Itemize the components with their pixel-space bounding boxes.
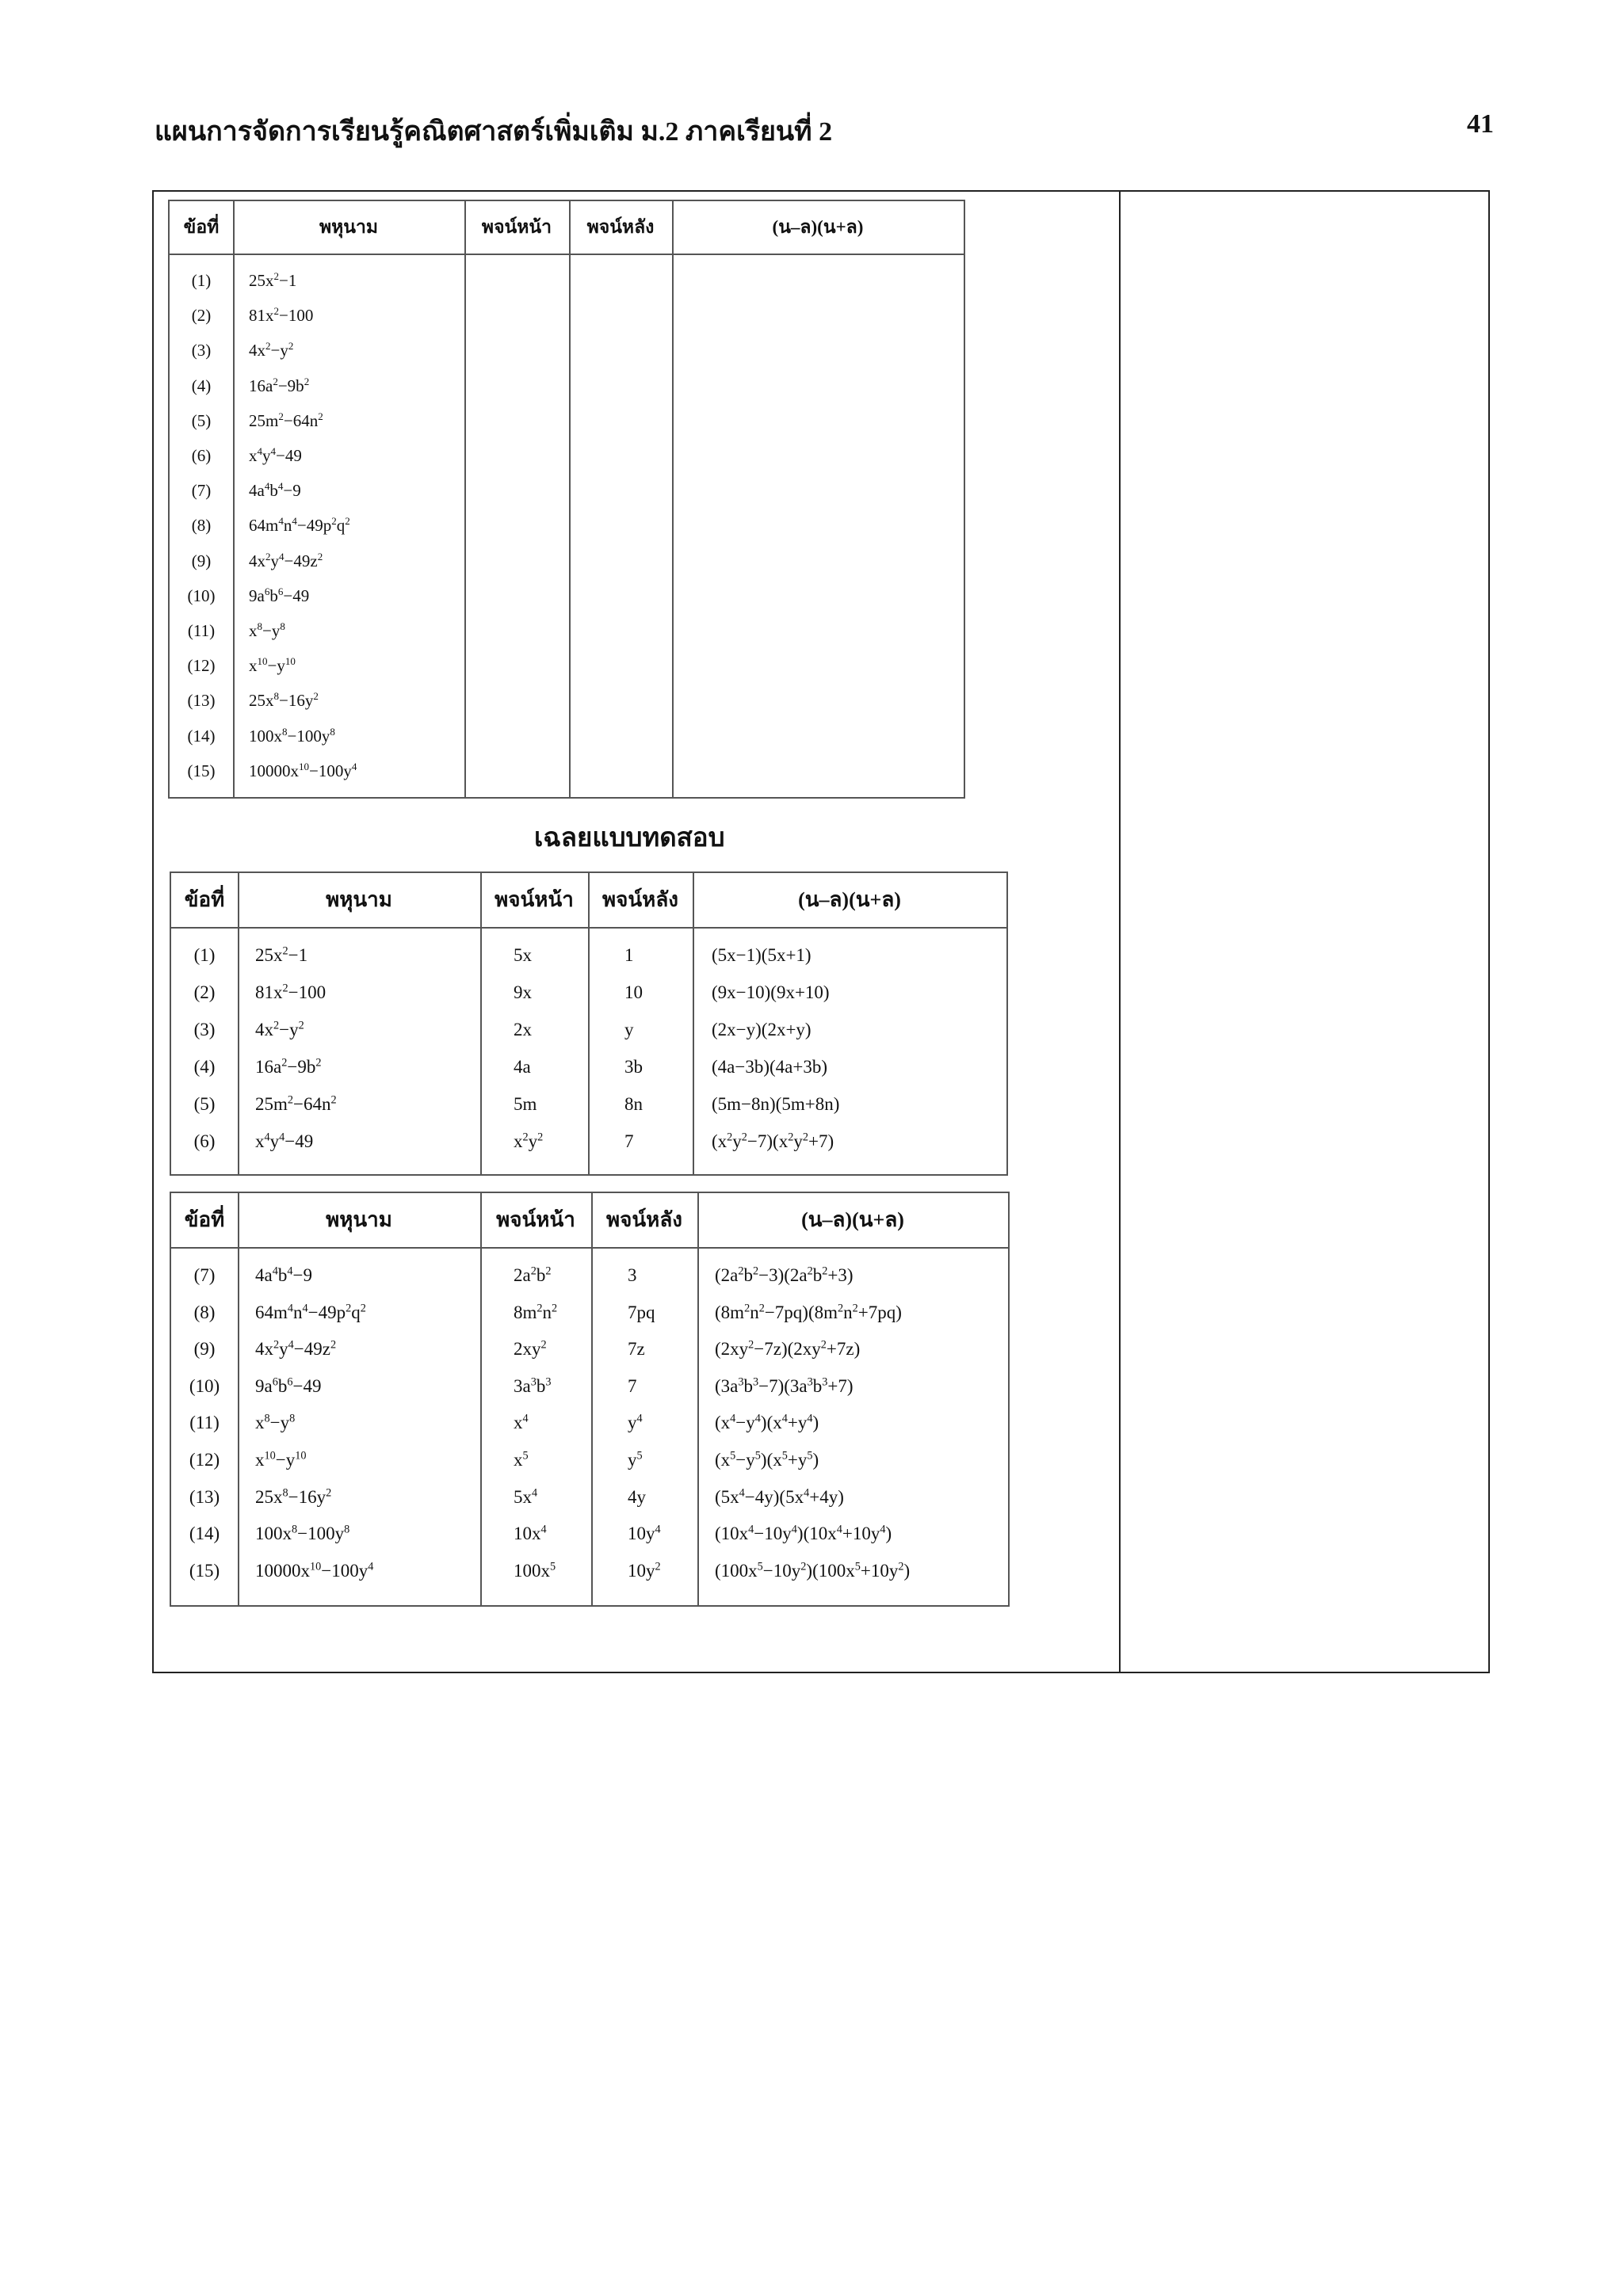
row-number: (7) [193,1265,216,1285]
row-number: (2) [191,306,212,326]
row-front-term: $2a^2b^2$ [514,1264,552,1285]
row-number: (8) [193,1302,216,1322]
row-number: (5) [193,1094,216,1114]
row-factored: (9x−10)(9x+10) [712,982,830,1002]
row-front-term: $3a^3b^3$ [514,1375,552,1396]
row-polynomial: $10000x^{10}-100y^4$ [255,1560,374,1581]
exercise-table [168,200,965,799]
row-back-term: 3b [624,1057,643,1077]
row-front-term: 9x [514,982,532,1002]
table-header [170,201,964,255]
row-back-term: $y^5$ [628,1449,643,1470]
table-header [171,1193,1008,1249]
row-polynomial: $x^4y^4-49$ [255,1131,314,1151]
table-row [170,299,964,331]
table-row [170,370,964,402]
row-number: (3) [191,341,212,360]
table-row [170,650,964,681]
row-factored: $(3a^3b^3-7)(3a^3b^3+7)$ [715,1375,854,1396]
row-front-term: 4a [514,1057,531,1077]
row-polynomial: $25x^8-16y^2$ [249,690,319,711]
col-header-front-term: พจน์หน้า [495,888,574,911]
row-polynomial: $4a^4b^4-9$ [255,1264,312,1285]
row-number: (12) [187,656,216,676]
row-factored: $(x^2y^2-7)(x^2y^2+7)$ [712,1131,834,1151]
row-number: (10) [187,585,216,605]
row-factored: $(x^5-y^5)(x^5+y^5)$ [715,1449,819,1470]
row-number: (15) [189,1560,220,1581]
table-row [170,405,964,437]
row-number: (6) [193,1131,216,1151]
row-front-term: $8m^2n^2$ [514,1301,558,1322]
col-header-polynomial: พหุนาม [326,1208,392,1231]
col-header-number: ข้อที่ [184,1208,225,1231]
answer-table-part2 [170,1192,1010,1607]
row-front-term: 5m [514,1094,537,1114]
row-factored: $(10x^4-10y^4)(10x^4+10y^4)$ [715,1523,892,1544]
row-factored: (4a−3b)(4a+3b) [712,1057,827,1077]
row-polynomial: $81x^2-100$ [249,305,314,326]
row-factored: (2x−y)(2x+y) [712,1020,812,1039]
row-number: (11) [189,1413,220,1433]
table-row [171,940,1006,971]
frame-divider [1119,192,1121,1672]
row-number: (9) [191,551,212,570]
row-front-term: $x^4$ [514,1412,529,1433]
row-number: (4) [191,376,212,395]
row-polynomial: $4x^2-y^2$ [255,1019,304,1039]
row-front-term: $x^5$ [514,1449,529,1470]
row-polynomial: $9a^6b^6-49$ [255,1375,322,1396]
row-number: (1) [191,271,212,290]
col-header-back-term: พจน์หลัง [602,888,678,911]
row-polynomial: $16a^2-9b^2$ [249,375,310,395]
answer-table-part1 [170,871,1008,1176]
page-header [155,109,1494,149]
table-row [171,1089,1006,1120]
col-header-factored: (น–ล)(น+ล) [798,888,901,911]
row-front-term: $x^2y^2$ [514,1131,544,1151]
row-polynomial: $x^{10}-y^{10}$ [255,1449,307,1470]
row-back-term: $y^4$ [628,1412,643,1433]
col-header-polynomial: พหุนาม [319,217,379,237]
table-row [171,1051,1006,1083]
row-polynomial: $100x^8-100y^8$ [255,1523,350,1544]
row-number: (1) [193,945,216,965]
table-row [170,755,964,787]
table-row [170,615,964,646]
row-number: (11) [187,621,216,640]
row-back-term: 7 [628,1375,637,1396]
row-factored: $(5x^4-4y)(5x^4+4y)$ [715,1486,844,1507]
col-header-factored: (น–ล)(น+ล) [801,1208,904,1231]
table-row [171,1126,1006,1158]
row-back-term: 3 [628,1265,637,1285]
row-number: (9) [193,1339,216,1360]
row-polynomial: $x^4y^4-49$ [249,445,302,465]
row-factored: (5m−8n)(5m+8n) [712,1094,840,1114]
col-header-number: ข้อที่ [183,217,220,237]
col-header-back-term: พจน์หลัง [606,1208,682,1231]
table-row [171,1555,1008,1587]
table-row [171,1407,1008,1439]
row-number: (6) [191,446,212,465]
row-front-term: 5x [514,945,532,965]
row-back-term: 1 [624,945,634,965]
row-polynomial: $4x^2-y^2$ [249,340,294,360]
row-number: (7) [191,481,212,501]
row-front-term: $100x^5$ [514,1560,556,1581]
table-row [171,1014,1006,1046]
row-number: (13) [189,1486,220,1507]
col-header-front-term: พจน์หน้า [496,1208,575,1231]
row-polynomial: $25x^2-1$ [255,944,308,965]
document-title: แผนการจัดการเรียนรู้คณิตศาสตร์เพิ่มเติม ม.2 ภาคเรียนที่ 2 [155,117,833,147]
table-row [171,1297,1008,1329]
row-factored: $(x^4-y^4)(x^4+y^4)$ [715,1412,819,1433]
row-factored: $(2a^2b^2-3)(2a^2b^2+3)$ [715,1264,854,1285]
table-row [171,977,1006,1009]
row-number: (8) [191,516,212,536]
row-back-term: 7 [624,1131,634,1151]
row-polynomial: $9a^6b^6-49$ [249,585,310,605]
row-polynomial: $100x^8-100y^8$ [249,725,335,746]
table-row [170,475,964,506]
row-front-term: $10x^4$ [514,1523,547,1544]
col-header-polynomial: พหุนาม [326,888,392,911]
col-header-front-term: พจน์หน้า [481,217,552,237]
row-number: (13) [187,691,216,711]
row-polynomial: $4x^2y^4-49z^2$ [255,1338,337,1360]
row-front-term: $5x^4$ [514,1486,538,1507]
row-polynomial: $25x^2-1$ [249,270,297,290]
row-number: (15) [187,761,216,780]
row-polynomial: $16a^2-9b^2$ [255,1056,322,1077]
table-row [170,509,964,541]
row-polynomial: $x^{10}-y^{10}$ [249,655,296,676]
answer-key-heading: เฉลยแบบทดสอบ [534,824,725,852]
table-row [170,265,964,296]
row-factored: $(8m^2n^2-7pq)(8m^2n^2+7pq)$ [715,1301,902,1322]
row-polynomial: $25m^2-64n^2$ [249,410,323,430]
row-number: (10) [189,1375,220,1396]
col-header-factored: (น–ล)(น+ล) [772,217,864,237]
table-row [170,545,964,577]
row-polynomial: $64m^4n^4-49p^2q^2$ [249,515,350,536]
row-polynomial: $x^8-y^8$ [255,1412,296,1433]
table-row [170,720,964,752]
row-number: (5) [191,410,212,430]
table-row [171,1518,1008,1550]
row-polynomial: $25x^8-16y^2$ [255,1486,332,1507]
page-number: 41 [1467,109,1494,139]
row-polynomial: $25m^2-64n^2$ [255,1093,337,1114]
row-back-term: 4y [628,1486,646,1507]
row-polynomial: $4x^2y^4-49z^2$ [249,550,323,570]
row-number: (14) [189,1524,220,1544]
row-front-term: 2x [514,1020,532,1039]
row-factored: (5x−1)(5x+1) [712,945,812,965]
row-back-term: 10 [624,982,643,1002]
row-polynomial: $64m^4n^4-49p^2q^2$ [255,1301,366,1322]
row-polynomial: $10000x^{10}-100y^4$ [249,760,357,780]
content-frame [152,190,1490,1673]
row-back-term: 7z [628,1339,645,1360]
table-row [171,1444,1008,1476]
table-row [171,1371,1008,1402]
row-number: (4) [193,1057,216,1077]
row-number: (3) [193,1020,216,1039]
table-row [171,1482,1008,1513]
row-back-term: $10y^2$ [628,1560,661,1581]
table-row [171,1260,1008,1291]
table-row [170,580,964,612]
row-back-term: y [624,1020,634,1039]
row-polynomial: $81x^2-100$ [255,982,327,1002]
row-factored: $(100x^5-10y^2)(100x^5+10y^2)$ [715,1560,911,1581]
row-back-term: 8n [624,1094,643,1114]
col-header-back-term: พจน์หลัง [586,217,655,237]
table-row [171,1333,1008,1365]
row-number: (12) [189,1450,220,1470]
row-polynomial: $x^8-y^8$ [249,620,285,640]
row-number: (14) [187,726,216,746]
row-back-term: $10y^4$ [628,1523,661,1544]
row-factored: $(2xy^2-7z)(2xy^2+7z)$ [715,1338,861,1360]
table-row [170,685,964,716]
row-front-term: $2xy^2$ [514,1338,547,1360]
row-back-term: 7pq [628,1302,655,1322]
row-number: (2) [193,982,216,1002]
col-header-number: ข้อที่ [184,888,225,911]
row-polynomial: $4a^4b^4-9$ [249,480,301,501]
table-row [170,334,964,366]
table-row [170,440,964,471]
